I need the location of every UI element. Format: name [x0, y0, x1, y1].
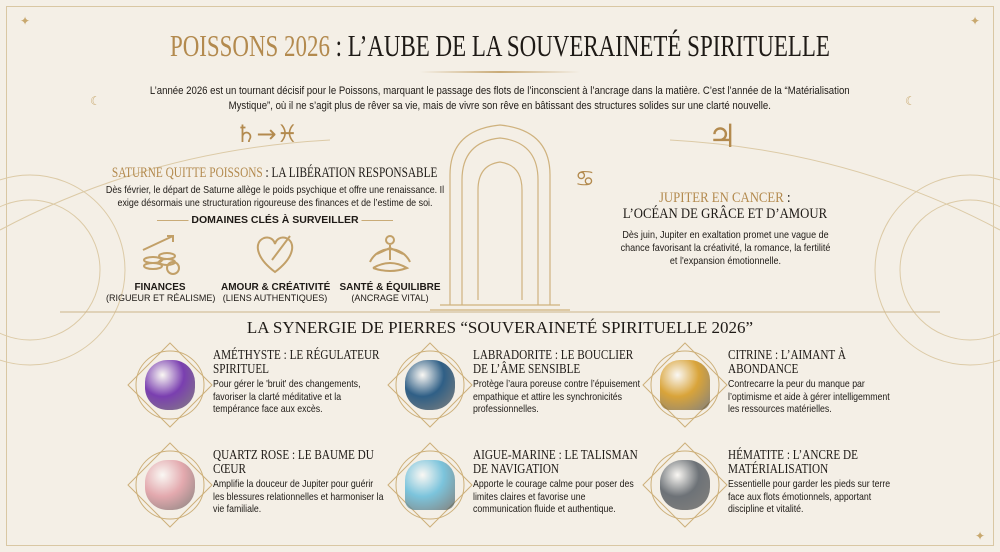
saturn-pisces-glyph-icon: ♄→♓: [235, 120, 299, 148]
stone-text: [728, 448, 900, 517]
svg-text:✦: ✦: [20, 14, 31, 28]
svg-text:☾: ☾: [905, 94, 916, 108]
stone-description: Contrecarre la peur du manque par l’optimisme et aide à gérer intelligemment les ressources matérielles.: [728, 379, 890, 415]
stone-image: [660, 460, 710, 510]
stone-image: [660, 360, 710, 410]
jupiter-text: Dès juin, Jupiter en exaltation promet une vague de chance favorisant la créativité, la romance, la fertilité et l'expansion émotionnelle.: [620, 229, 831, 267]
domain-sub: (ANCRAGE VITAL): [351, 293, 429, 303]
stone-description: Apporte le courage calme pour poser des limites claires et favorise une communication fluide et authentique.: [473, 479, 634, 515]
domain-finances: [106, 232, 214, 303]
domain-label: AMOUR & CRÉATIVITÉ: [221, 282, 331, 293]
stone-name: AMÉTHYSTE : LE RÉGULATEUR SPIRITUEL: [213, 347, 380, 376]
stone-image: [145, 460, 195, 510]
domain-sante: [336, 232, 444, 303]
cancer-glyph-icon: ♋: [575, 167, 595, 192]
stone-description: Protège l’aura poreuse contre l’épuisement empathique et attire les synchronicités professionnelles.: [473, 379, 641, 415]
stone-name: HÉMATITE : L’ANCRE DE MATÉRIALISATION: [728, 447, 858, 476]
coins-icon: [106, 232, 214, 276]
stone-name: LABRADORITE : LE BOUCLIER DE L’ÂME SENSIBLE: [473, 347, 634, 376]
jupiter-title: [590, 190, 860, 222]
stone-name: AIGUE-MARINE : LE TALISMAN DE NAVIGATION: [473, 447, 638, 476]
title-accent: POISSONS 2026: [170, 28, 330, 63]
saturn-title-accent: SATURNE QUITTE POISSONS: [112, 165, 264, 181]
stone-card: [125, 340, 385, 435]
jupiter-title-accent: JUPITER EN CANCER: [659, 190, 785, 206]
domain-label: SANTÉ & ÉQUILIBRE: [339, 282, 441, 293]
domains-title-text: DOMAINES CLÉS À SURVEILLER: [191, 214, 359, 226]
domains-title: ——— DOMAINES CLÉS À SURVEILLER ———: [156, 214, 394, 226]
stone-card: [640, 340, 900, 435]
stone-text: [473, 448, 645, 517]
saturn-title-main: : LA LIBÉRATION RESPONSABLE: [263, 165, 438, 181]
stone-image: [405, 460, 455, 510]
stones-section-title: [0, 318, 1000, 338]
meditation-icon: [336, 232, 444, 276]
jupiter-title-main: L’OCÉAN DE GRÂCE ET D’AMOUR: [622, 206, 828, 222]
title-divider: [420, 71, 580, 73]
stone-card: [125, 440, 385, 535]
stone-name: CITRINE : L’AIMANT À ABONDANCE: [728, 347, 846, 376]
stone-name: QUARTZ ROSE : LE BAUME DU CŒUR: [213, 447, 374, 476]
jupiter-glyph-icon: ♃: [708, 117, 737, 155]
stone-card: [640, 440, 900, 535]
stone-description: Essentielle pour garder les pieds sur terre face aux flots émotionnels, apportant discipline et vitalité.: [728, 479, 891, 515]
domain-sub: (RIGUEUR ET RÉALISME): [106, 293, 216, 303]
stone-image: [145, 360, 195, 410]
stone-text: [213, 348, 385, 417]
jupiter-title-colon: :: [784, 190, 791, 206]
stone-card: [385, 440, 645, 535]
saturn-title: [70, 165, 480, 181]
stones-section-title-text: LA SYNERGIE DE PIERRES “SOUVERAINETÉ SPIRITUELLE 2026”: [246, 318, 754, 337]
title-main: : L’AUBE DE LA SOUVERAINETÉ SPIRITUELLE: [329, 28, 830, 63]
stone-text: [473, 348, 645, 417]
stone-image: [405, 360, 455, 410]
domain-label: FINANCES: [134, 282, 186, 293]
stone-text: [213, 448, 385, 517]
stone-description: Pour gérer le 'bruit' des changements, favoriser la clarté méditative et la tempérance face aux excès.: [213, 379, 361, 415]
svg-text:☾: ☾: [90, 94, 101, 108]
intro-text: L’année 2026 est un tournant décisif pour le Poissons, marquant le passage des flots de l’inconscient à l’ancrage dans la matière. C’est l’année de la “Matérialisation Mystique”, où il ne s’agit plus de rêver sa vie, mais de vivre son rêve en bâtissant des structures solides sur une clarté nouvelle.: [149, 85, 850, 112]
stone-card: [385, 340, 645, 435]
svg-text:✦: ✦: [975, 529, 986, 543]
domain-amour: [221, 232, 329, 303]
stone-description: Amplifie la douceur de Jupiter pour guérir les blessures relationnelles et harmoniser la vie familiale.: [213, 479, 384, 515]
page-title: [0, 28, 1000, 64]
domain-sub: (LIENS AUTHENTIQUES): [222, 293, 328, 303]
saturn-text: Dès février, le départ de Saturne allège le poids psychique et offre une renaissance. Il exige désormais une structuration rigoureuse des finances et de l’estime de soi.: [105, 184, 445, 209]
heart-brush-icon: [221, 232, 329, 276]
stone-text: [728, 348, 900, 417]
arch-doorway: [430, 125, 570, 310]
svg-text:✦: ✦: [970, 14, 981, 28]
